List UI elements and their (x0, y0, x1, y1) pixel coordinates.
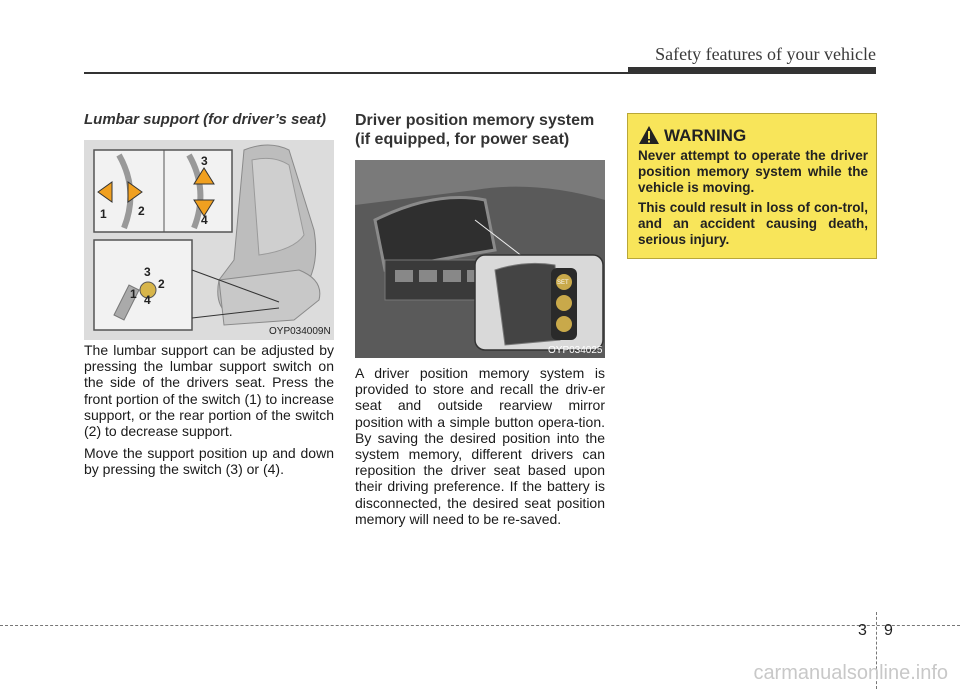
memory-figure-caption: OYP034025 (548, 345, 603, 356)
figure-label-2b: 2 (158, 277, 165, 291)
lumbar-seat-illustration (84, 140, 334, 340)
watermark: carmanualsonline.info (753, 662, 948, 684)
footer-rule (0, 625, 960, 626)
lumbar-heading: Lumbar support (for driver’s seat) (84, 111, 326, 128)
header-rule-accent (628, 67, 876, 73)
figure-label-1: 1 (100, 207, 107, 221)
figure-label-3: 3 (201, 154, 208, 168)
memory-system-heading: Driver position memory system (if equipped, for power seat) (355, 112, 595, 148)
page-number: 9 (884, 622, 893, 639)
figure-label-3b: 3 (144, 265, 151, 279)
figure-label-2: 2 (138, 204, 145, 218)
warning-text (638, 148, 868, 252)
warning-title: WARNING (664, 126, 747, 145)
lumbar-figure (84, 140, 334, 340)
warning-paragraph-2: This could result in loss of con-trol, and an accident causing death, serious injury. (638, 200, 868, 247)
header-title: Safety features of your vehicle (655, 44, 876, 64)
figure-label-4b: 4 (144, 293, 151, 307)
memory-figure (355, 160, 605, 358)
figure-label-1b: 1 (130, 287, 137, 301)
warning-triangle-icon (638, 125, 660, 145)
memory-body-text (355, 365, 605, 533)
memory-paragraph-1: A driver position memory system is provided to store and recall the driv-er seat and outside rearview mirror position with a simple button opera-tion. By saving the desired position into the system memory, different drivers can reposition the driver seat based upon their driving preference. If the battery is disconnected, the desired seat position memory will need to be re-saved. (355, 365, 605, 527)
chapter-number: 3 (858, 622, 867, 639)
lumbar-figure-caption: OYP034009N (269, 326, 331, 337)
lumbar-body-text (84, 342, 334, 484)
warning-box (627, 113, 877, 259)
lumbar-paragraph-2: Move the support position up and down by pressing the switch (3) or (4). (84, 445, 334, 478)
warning-paragraph-1: Never attempt to operate the driver position memory system while the vehicle is moving. (638, 148, 868, 195)
set-button-label: SET (557, 280, 569, 286)
lumbar-paragraph-1: The lumbar support can be adjusted by pressing the lumbar support switch on the side of the drivers seat. Press the front portion of the switch (1) to increase support, or the rear portion of the switch (2) to decrease support. (84, 342, 334, 440)
figure-label-4: 4 (201, 213, 208, 227)
door-panel-illustration (355, 160, 605, 358)
